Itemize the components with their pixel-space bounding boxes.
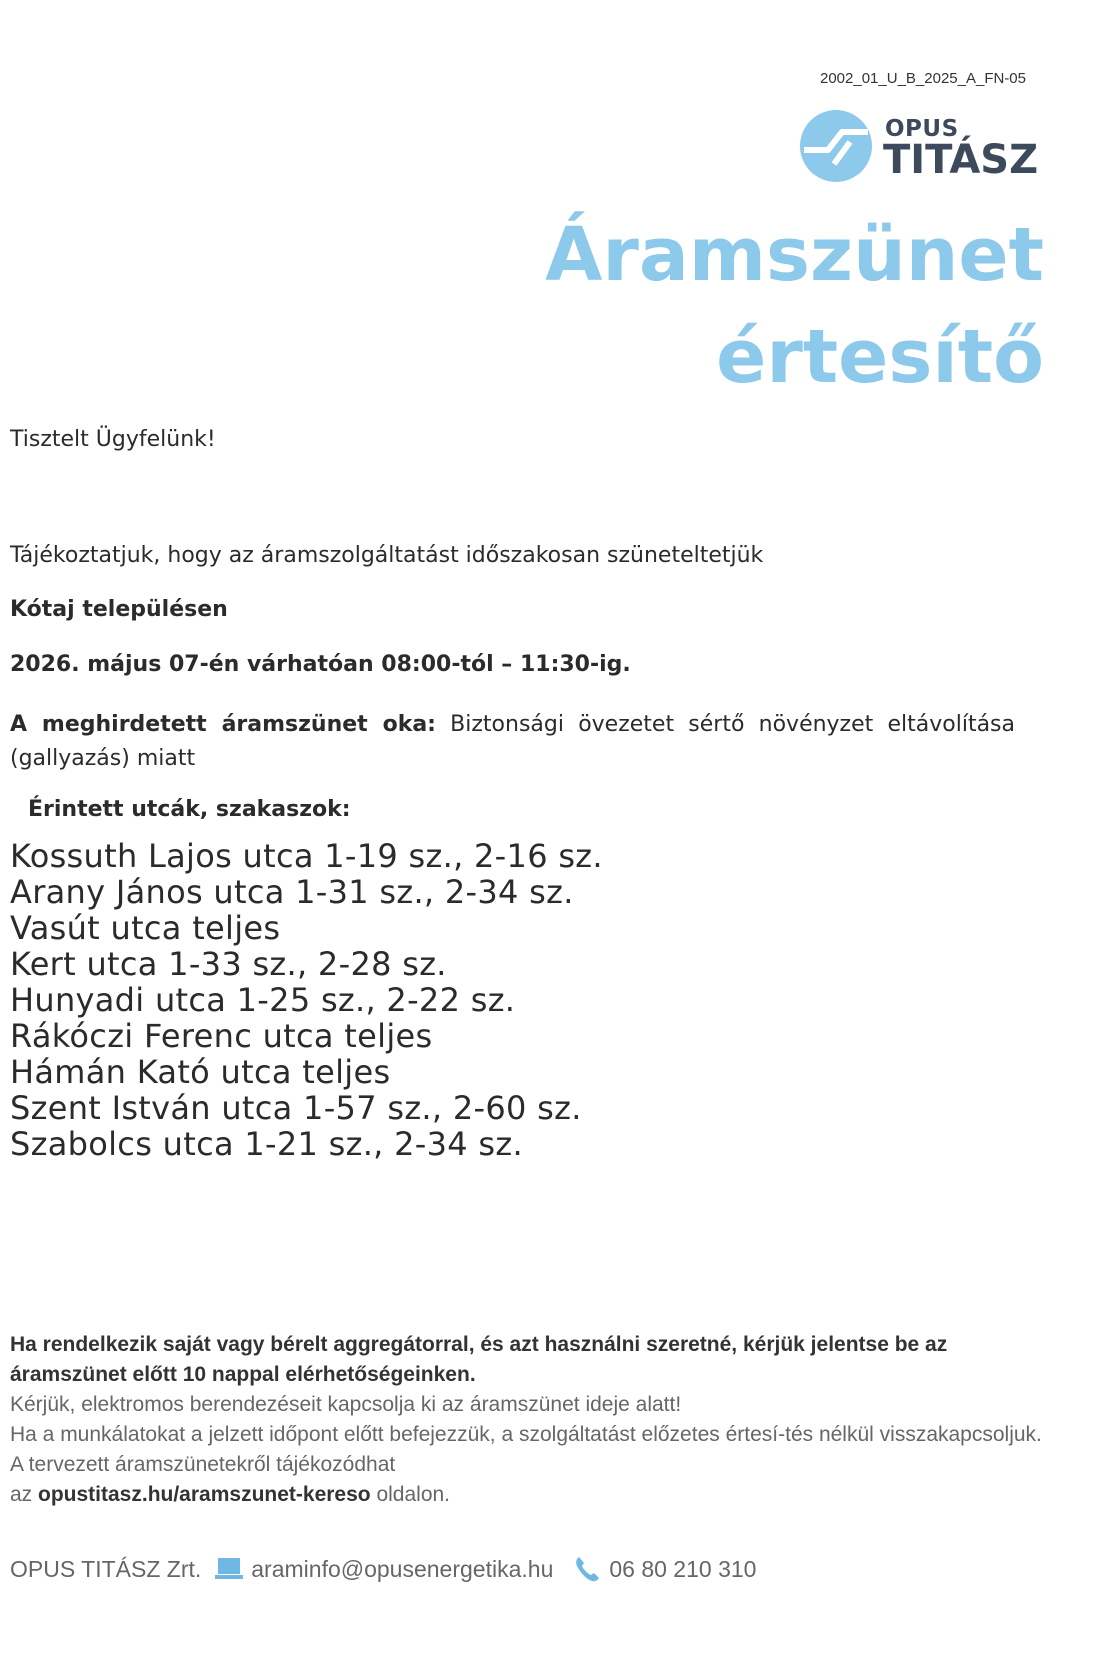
switch-off-notice: Kérjük, elektromos berendezéseit kapcsolja ki az áramszünet ideje alatt! [10,1393,682,1416]
footer [10,1555,756,1583]
notice-block [10,1330,1050,1510]
document-code: 2002_01_U_B_2025_A_FN-05 [820,70,1026,87]
reason-label: A meghirdetett áramszünet oka: [10,712,436,737]
search-link[interactable]: opustitasz.hu/aramszunet-kereso [38,1483,371,1506]
logo-titasz-text: TITÁSZ [883,137,1039,183]
street-item: Vasút utca teljes [10,909,281,947]
laptop-icon [215,1557,243,1581]
search-info-prefix: az [10,1483,39,1506]
phone-icon [573,1555,601,1583]
search-info [10,1480,1050,1510]
street-item: Arany János utca 1-31 sz., 2-34 sz. [10,873,574,911]
greeting: Tisztelt Ügyfelünk! [10,427,216,452]
street-item: Szent István utca 1-57 sz., 2-60 sz. [10,1089,582,1127]
early-finish-notice: Ha a munkálatokat a jelzett időpont előtt befejezzük, a szolgáltatást előzetes értesí-tés nélkül visszakapcsoljuk. A tervezett áramszünetekről tájékozódhat [10,1423,1042,1476]
opus-titasz-logo-icon [798,110,878,190]
company-name: OPUS TITÁSZ Zrt. [10,1555,202,1582]
streets-heading: Érintett utcák, szakaszok: [28,797,351,822]
search-info-suffix: oldalon. [370,1483,451,1506]
logo-opus-text: OPUS [885,116,959,142]
intro-text: Tájékoztatjuk, hogy az áramszolgáltatást időszakosan szüneteltetjük [10,543,764,568]
page-title-line1: Áramszünet [545,212,1044,298]
generator-notice: Ha rendelkezik saját vagy bérelt aggregátorral, és azt használni szeretné, kérjük jelentse be az áramszünet előtt 10 nappal elérhetőségeinken. [10,1333,948,1386]
street-list [10,838,603,1162]
street-item: Hámán Kató utca teljes [10,1053,391,1091]
street-item: Rákóczi Ferenc utca teljes [10,1017,433,1055]
settlement: Kótaj településen [10,597,228,622]
reason-text: Biztonsági övezetet sértő növényzet eltávolítása (gallyazás) miatt [10,712,1015,771]
street-item: Kossuth Lajos utca 1-19 sz., 2-16 sz. [10,837,603,875]
page-title-line2: értesítő [716,314,1044,400]
outage-reason [10,708,1015,776]
street-item: Kert utca 1-33 sz., 2-28 sz. [10,945,447,983]
street-item: Hunyadi utca 1-25 sz., 2-22 sz. [10,981,516,1019]
outage-date: 2026. május 07-én várhatóan 08:00-tól – 11:30-ig. [10,652,631,677]
contact-phone[interactable]: 06 80 210 310 [609,1555,757,1582]
contact-email[interactable]: araminfo@opusenergetika.hu [251,1555,554,1582]
street-item: Szabolcs utca 1-21 sz., 2-34 sz. [10,1125,523,1163]
